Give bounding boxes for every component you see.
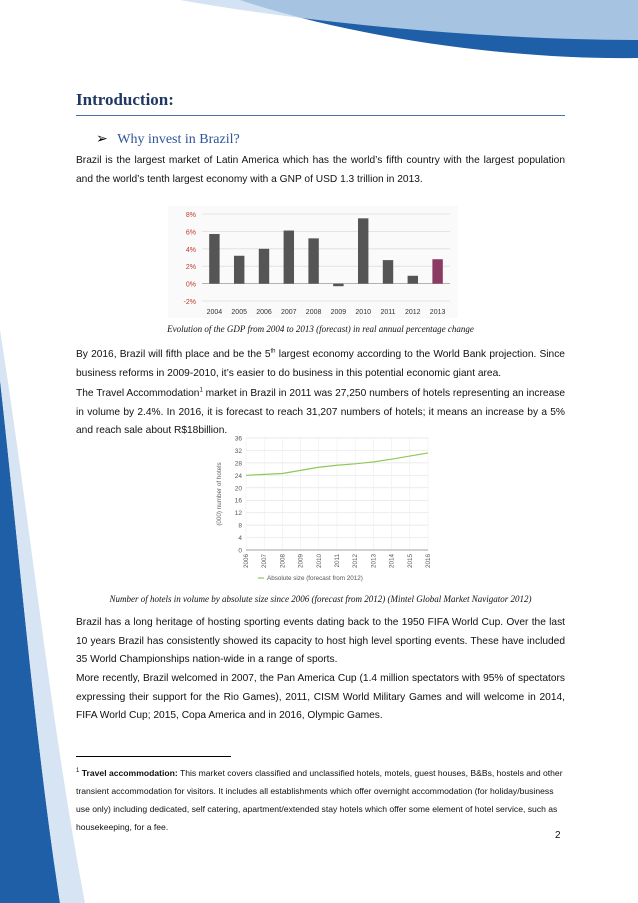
bar-2007 [284, 231, 294, 284]
caption-hotels: Number of hotels in volume by absolute size since 2006 (forecast from 2012) (Mintel Global Market Navigator 2012) [109, 594, 532, 604]
bar-ytick-label: 4% [185, 246, 196, 254]
bar-xtick-label: 2009 [330, 309, 347, 316]
bar-ytick-label: 8% [185, 212, 196, 219]
line-legend-label: Absolute size (forecast from 2012) [267, 575, 363, 582]
hotels-line-chart [212, 432, 438, 584]
line-xtick-label: 2010 [315, 554, 323, 569]
line-ytick-label: 28 [234, 460, 242, 468]
bar-xtick-label: 2013 [429, 309, 446, 316]
bar-2006 [259, 249, 269, 284]
bar-ytick-label: 6% [185, 229, 196, 237]
line-ytick-label: 0 [238, 547, 242, 555]
bar-xtick-label: 2004 [206, 309, 223, 316]
bar-2012 [408, 276, 418, 284]
line-xtick-label: 2008 [279, 554, 287, 569]
paragraph-2016 [76, 346, 565, 383]
line-xtick-label: 2011 [334, 554, 341, 568]
heading-rule [76, 115, 565, 116]
line-xtick-label: 2016 [425, 554, 432, 569]
line-ytick-label: 24 [234, 472, 242, 480]
line-ytick-label: 8 [238, 522, 242, 530]
bar-2009 [333, 284, 343, 287]
line-ytick-label: 4 [238, 535, 242, 543]
paragraph-events: More recently, Brazil welcomed in 2007, the Pan America Cup (1.4 million spectators with 95% of spectators expressing their support for the Rio Games), 2011, CISM World Military Games and will welcome in 2014, FIFA World Cup; 2015, Copa America and in 2016, Olympic Games. [76, 673, 565, 722]
caption-gdp: Evolution of the GDP from 2004 to 2013 (forecast) in real annual percentage change [167, 324, 474, 334]
gdp-bar-chart [168, 206, 458, 318]
paragraph-intro: Brazil is the largest market of Latin America which has the world’s fifth country with the largest population and the world’s tenth largest economy with a GNP of USD 1.3 trillion in 2013. [76, 155, 565, 185]
line-ytick-label: 12 [234, 510, 242, 518]
footnote-number: 1 [76, 768, 80, 775]
bar-xtick-label: 2012 [405, 309, 421, 316]
bar-2004 [209, 234, 219, 284]
line-xtick-label: 2012 [352, 554, 360, 569]
bar-2008 [308, 238, 318, 283]
line-xtick-label: 2007 [261, 554, 269, 569]
arrow-bullet-icon: ➢ [96, 132, 108, 147]
line-ytick-label: 32 [234, 447, 242, 455]
paragraph-heritage: Brazil has a long heritage of hosting sporting events dating back to the 1950 FIFA World Cup. Over the last 10 years Brazil has consistently showed its capacity to host high level sporting events. These have included 35 World Championships nation-wide in a range of sports. [76, 617, 565, 666]
p3-text-b: market in Brazil in 2011 was 27,250 numbers of hotels representing an increase in volume by 2.4%. In 2016, it is forecast to reach 31,207 numbers of hotels; it means an increase by a 5% and reach sale about R$18billion. [76, 388, 566, 437]
footnote [76, 764, 566, 836]
bar-xtick-label: 2010 [355, 309, 371, 316]
p3-sup: 1 [199, 387, 203, 394]
subheading-text: Why invest in Brazil? [117, 132, 240, 147]
bar-xtick-label: 2005 [231, 309, 247, 316]
bar-xtick-label: 2007 [281, 309, 297, 316]
line-ylabel: (000) number of hotels [216, 462, 223, 526]
line-ytick-label: 36 [234, 435, 242, 443]
bar-2011 [383, 260, 393, 283]
footnote-term: Travel accommodation: [81, 768, 178, 778]
p2-text-b: largest economy according to the World Bank projection. Since business reforms in 2009-2010, it’s easier to do business in this potential economic giant area. [76, 349, 565, 379]
bar-xtick-label: 2006 [256, 309, 272, 316]
bar-xtick-label: 2011 [380, 309, 396, 316]
line-xtick-label: 2006 [243, 554, 250, 569]
line-xtick-label: 2014 [388, 554, 396, 569]
bar-2005 [234, 256, 244, 284]
bar-ytick-label: 2% [185, 264, 196, 272]
line-xtick-label: 2009 [297, 554, 305, 569]
page-number: 2 [555, 830, 561, 841]
p2-text-a: By 2016, Brazil will fifth place and be the 5 [76, 349, 271, 360]
bar-2010 [358, 218, 368, 283]
line-xtick-label: 2013 [370, 554, 378, 569]
line-xtick-label: 2015 [406, 554, 414, 569]
line-ytick-label: 16 [234, 497, 242, 505]
page-heading: Introduction: [76, 90, 174, 109]
line-ytick-label: 20 [234, 485, 242, 493]
bar-xtick-label: 2008 [305, 309, 322, 316]
footnote-rule [76, 756, 231, 757]
bar-2013 [432, 259, 442, 283]
p2-sup: th [270, 348, 276, 355]
bar-ytick-label: 0% [185, 281, 196, 289]
subheading [96, 131, 240, 148]
bar-ytick-label: -2% [183, 299, 196, 306]
footnote-text: This market covers classified and unclassified hotels, motels, guest houses, B&Bs, hostels and other transient accommodation for visitors. It includes all establishments which offer overnight accommodation (for holiday/business use only) including dedicated, self catering, apartment/extended stay hotels which offer some element of hotel service, such as housekeeping, for a fee. [76, 768, 563, 832]
p3-text-a: The Travel Accommodation [76, 388, 200, 399]
